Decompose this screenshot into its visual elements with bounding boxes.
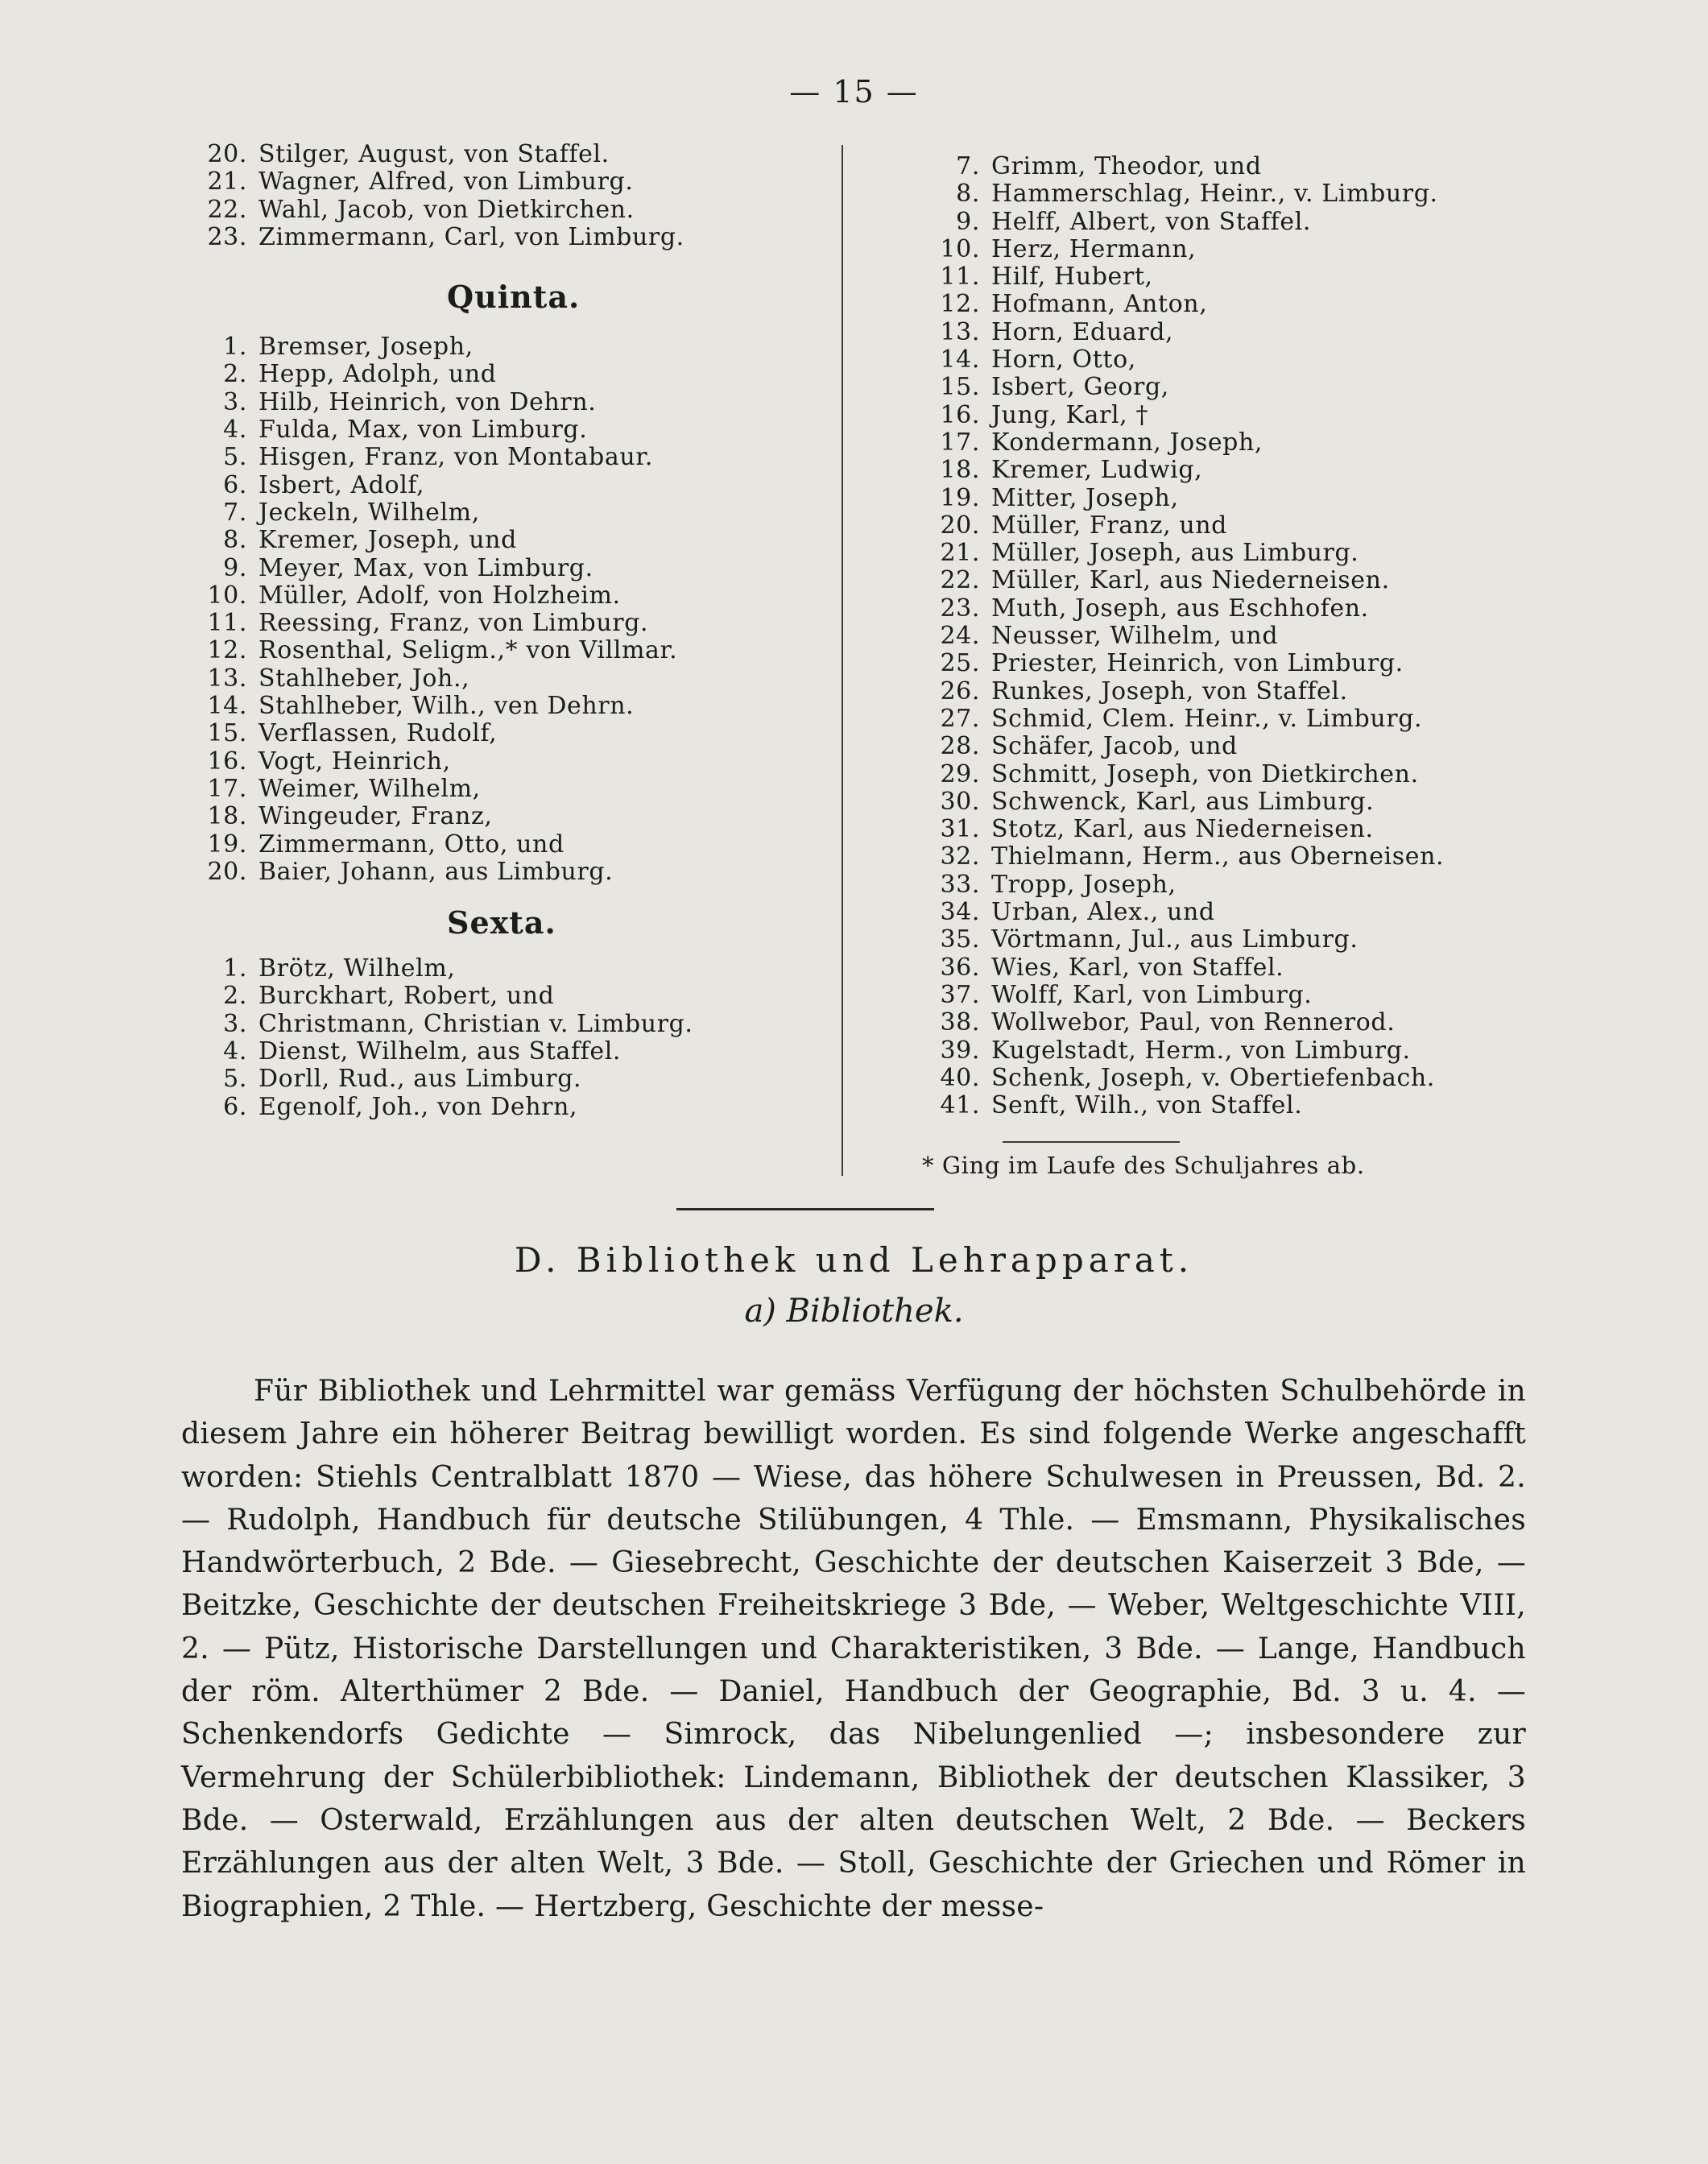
list-item-number: 8. — [956, 180, 980, 209]
list-item — [914, 788, 1574, 816]
list-item-text: Isbert, Georg, — [991, 373, 1169, 402]
list-item-number: 12. — [940, 290, 980, 319]
list-item-number: 22. — [940, 566, 980, 595]
list-item — [181, 1094, 825, 1121]
list-item — [914, 871, 1574, 899]
list-item-number: 39. — [940, 1036, 980, 1065]
list-item-text: Burckhart, Robert, und — [258, 982, 555, 1011]
list-item — [181, 361, 825, 388]
list-item-number: 37. — [940, 980, 980, 1009]
list-item — [181, 168, 825, 196]
list-item-text: Neusser, Wilhelm, und — [991, 622, 1279, 651]
section-heading: D. Bibliothek und Lehrapparat. — [514, 1240, 1194, 1280]
list-item — [914, 1065, 1574, 1092]
list-item-number: 6. — [223, 1092, 247, 1121]
list-item — [181, 472, 825, 499]
list-item — [914, 429, 1574, 457]
list-item — [181, 637, 825, 664]
list-item — [181, 831, 825, 859]
list-item-number: 21. — [207, 168, 247, 197]
list-item-number: 29. — [940, 759, 980, 788]
list-item-number: 14. — [940, 345, 980, 374]
list-item-text: Senft, Wilh., von Staffel. — [991, 1091, 1303, 1120]
list-item-number: 15. — [207, 719, 247, 748]
list-item-number: 4. — [223, 1037, 247, 1066]
column-divider — [842, 145, 843, 1176]
list-item-text: Müller, Karl, aus Niederneisen. — [991, 566, 1390, 595]
list-item-text: Zimmermann, Otto, und — [258, 830, 565, 859]
list-item-text: Wagner, Alfred, von Limburg. — [258, 168, 634, 197]
list-item-text: Stahlheber, Joh., — [258, 664, 470, 693]
list-item — [914, 291, 1574, 318]
list-item — [914, 733, 1574, 760]
list-item-number: 7. — [956, 152, 980, 180]
list-item-number: 34. — [940, 898, 980, 927]
list-item-number: 20. — [207, 857, 247, 886]
list-item-number: 13. — [207, 664, 247, 693]
list-item-number: 6. — [223, 470, 247, 499]
class-list-continuation — [181, 141, 825, 251]
list-item — [914, 346, 1574, 374]
list-item — [914, 843, 1574, 871]
list-item-number: 10. — [940, 234, 980, 263]
list-item-text: Tropp, Joseph, — [991, 870, 1177, 899]
list-item-number: 22. — [207, 195, 247, 224]
section-divider — [676, 1208, 934, 1210]
list-item-text: Hilb, Heinrich, von Dehrn. — [258, 387, 597, 416]
list-item — [914, 650, 1574, 677]
list-item-text: Urban, Alex., und — [991, 898, 1215, 927]
left-column — [181, 141, 825, 1121]
list-item-text: Weimer, Wilhelm, — [258, 774, 481, 803]
list-item-number: 25. — [940, 649, 980, 678]
section-title-sexta: Sexta. — [447, 904, 556, 941]
list-item-text: Thielmann, Herm., aus Oberneisen. — [991, 842, 1445, 871]
list-item-text: Jung, Karl, † — [991, 400, 1149, 429]
list-item — [181, 610, 825, 637]
list-item-number: 9. — [223, 553, 247, 582]
list-item — [181, 720, 825, 747]
list-item-number: 32. — [940, 842, 980, 871]
list-item — [181, 955, 825, 983]
list-item — [181, 803, 825, 830]
list-item — [914, 1092, 1574, 1119]
list-item-text: Zimmermann, Carl, von Limburg. — [258, 222, 684, 251]
list-item-text: Christmann, Christian v. Limburg. — [258, 1009, 693, 1038]
list-item — [914, 678, 1574, 705]
list-item — [181, 776, 825, 803]
list-item-number: 31. — [940, 815, 980, 844]
list-item — [914, 623, 1574, 650]
list-item-text: Meyer, Max, von Limburg. — [258, 553, 593, 582]
list-item — [914, 263, 1574, 291]
list-item-number: 7. — [223, 498, 247, 527]
list-item — [181, 983, 825, 1010]
list-item-text: Dienst, Wilhelm, aus Staffel. — [258, 1037, 622, 1066]
list-item-number: 27. — [940, 704, 980, 733]
list-item-number: 19. — [940, 483, 980, 512]
list-item-number: 8. — [223, 526, 247, 555]
list-item — [914, 1009, 1574, 1036]
list-item — [914, 236, 1574, 263]
list-item-number: 12. — [207, 636, 247, 665]
list-item — [181, 1038, 825, 1065]
list-item — [914, 209, 1574, 236]
list-item — [914, 567, 1574, 594]
list-item-number: 18. — [940, 456, 980, 485]
body-paragraph: Für Bibliothek und Lehrmittel war gemäss Verfügung der höchsten Schulbehörde in diesem Jahre ein höherer Beitrag bewilligt worden. Es sind folgende Werke angeschafft worden: Stiehls Centralblatt 1870 — Wiese, das höhere Schulwesen in Preussen, Bd. 2. — Rudolph, Handbuch für deutsche Stilübungen, 4 Thle. — Emsmann, Physikalisches Handwörterbuch, 2 Bde. — Giesebrecht, Geschichte der deutschen Kaiserzeit 3 Bde, — Beitzke, Geschichte der deutschen Freiheitskriege 3 Bde, — Weber, Weltgeschichte VIII, 2. — Pütz, Historische Darstellungen und Charakteristiken, 3 Bde. — Lange, Handbuch der röm. Alterthümer 2 Bde. — Daniel, Handbuch der Geographie, Bd. 3 u. 4. — Schenkendorfs Gedichte — Simrock, das Nibelungenlied —; insbesondere zur Vermehrung der Schülerbibliothek: Lindemann, Bibliothek der deutschen Klassiker, 3 Bde. — Osterwald, Erzählungen aus der alten deutschen Welt, 2 Bde. — Beckers Erzählungen aus der alten Welt, 3 Bde. — Stoll, Geschichte der Griechen und Römer in Biographien, 2 Thle. — Hertzberg, Geschichte der messe- — [181, 1375, 1526, 1923]
list-item — [914, 485, 1574, 512]
list-item-text: Kremer, Joseph, und — [258, 526, 517, 555]
list-item-text: Grimm, Theodor, und — [991, 152, 1262, 180]
list-item-number: 15. — [940, 373, 980, 402]
list-item-number: 20. — [207, 140, 247, 168]
list-item — [181, 555, 825, 582]
list-item — [914, 540, 1574, 567]
list-item — [914, 705, 1574, 733]
class-list-sexta — [181, 955, 825, 1121]
list-item-text: Wies, Karl, von Staffel. — [991, 953, 1284, 982]
list-item-text: Müller, Adolf, von Holzheim. — [258, 581, 621, 610]
list-item — [914, 457, 1574, 484]
list-item-number: 30. — [940, 787, 980, 816]
list-item-text: Wingeuder, Franz, — [258, 802, 493, 831]
list-item-text: Kugelstadt, Herm., von Limburg. — [991, 1036, 1411, 1065]
list-item — [181, 197, 825, 224]
list-item-text: Dorll, Rud., aus Limburg. — [258, 1065, 582, 1094]
list-item-text: Kremer, Ludwig, — [991, 456, 1203, 485]
list-item-text: Baier, Johann, aus Limburg. — [258, 857, 614, 886]
section-title-quinta: Quinta. — [447, 279, 581, 316]
list-item-text: Hofmann, Anton, — [991, 290, 1208, 319]
list-item-number: 5. — [223, 443, 247, 472]
list-item-text: Muth, Joseph, aus Eschhofen. — [991, 594, 1369, 623]
list-item-number: 2. — [223, 360, 247, 389]
list-item-number: 21. — [940, 539, 980, 568]
list-item — [914, 816, 1574, 843]
list-item-text: Schwenck, Karl, aus Limburg. — [991, 787, 1375, 816]
list-item — [914, 402, 1574, 429]
list-item — [181, 582, 825, 610]
list-item — [181, 389, 825, 416]
list-item-number: 1. — [223, 333, 247, 362]
list-item-text: Vörtmann, Jul., aus Limburg. — [991, 925, 1359, 954]
list-item-number: 19. — [207, 830, 247, 859]
list-item-number: 11. — [207, 609, 247, 638]
list-item-number: 11. — [940, 263, 980, 292]
list-item — [181, 859, 825, 886]
footnote: * Ging im Laufe des Schuljahres ab. — [922, 1152, 1365, 1179]
list-item-number: 36. — [940, 953, 980, 982]
list-item-number: 9. — [956, 207, 980, 236]
list-item-number: 26. — [940, 677, 980, 705]
list-item — [181, 693, 825, 720]
list-item — [181, 499, 825, 527]
list-item-number: 38. — [940, 1008, 980, 1037]
list-item-text: Fulda, Max, von Limburg. — [258, 416, 588, 445]
list-item-text: Egenolf, Joh., von Dehrn, — [258, 1092, 578, 1121]
list-item-text: Helff, Albert, von Staffel. — [991, 207, 1312, 236]
list-item — [914, 512, 1574, 540]
list-item-number: 13. — [940, 317, 980, 346]
list-item-number: 2. — [223, 982, 247, 1011]
list-item-number: 23. — [940, 594, 980, 623]
list-item-text: Hepp, Adolph, und — [258, 360, 497, 389]
list-item — [914, 954, 1574, 982]
list-item — [914, 899, 1574, 926]
list-item — [181, 224, 825, 251]
list-item-text: Herz, Hermann, — [991, 234, 1197, 263]
list-item-number: 10. — [207, 581, 247, 610]
list-item — [181, 333, 825, 361]
list-item — [181, 665, 825, 693]
list-item-number: 35. — [940, 925, 980, 954]
list-item-number: 16. — [207, 747, 247, 776]
list-item — [914, 926, 1574, 954]
list-item-text: Runkes, Joseph, von Staffel. — [991, 677, 1348, 705]
list-item-text: Vogt, Heinrich, — [258, 747, 451, 776]
class-list-quinta — [181, 333, 825, 886]
list-item — [181, 416, 825, 444]
list-item-number: 20. — [940, 511, 980, 540]
list-item — [181, 444, 825, 471]
list-item — [914, 153, 1574, 180]
list-item-number: 5. — [223, 1065, 247, 1094]
list-item-text: Hilf, Hubert, — [991, 263, 1153, 292]
list-item — [181, 527, 825, 554]
list-item-text: Mitter, Joseph, — [991, 483, 1179, 512]
list-item — [914, 319, 1574, 346]
footnote-rule — [1003, 1141, 1180, 1143]
list-item-text: Isbert, Adolf, — [258, 470, 425, 499]
list-item-number: 14. — [207, 692, 247, 721]
list-item-number: 18. — [207, 802, 247, 831]
list-item — [914, 595, 1574, 623]
list-item-text: Müller, Joseph, aus Limburg. — [991, 539, 1359, 568]
list-item-number: 24. — [940, 622, 980, 651]
list-item-number: 41. — [940, 1091, 980, 1120]
list-item-text: Wahl, Jacob, von Dietkirchen. — [258, 195, 635, 224]
list-item — [181, 141, 825, 168]
list-item-text: Stahlheber, Wilh., ven Dehrn. — [258, 692, 635, 721]
list-item-text: Hisgen, Franz, von Montabaur. — [258, 443, 654, 472]
section-subheading: a) Bibliothek. — [744, 1293, 964, 1330]
list-item-text: Priester, Heinrich, von Limburg. — [991, 649, 1404, 678]
list-item-number: 4. — [223, 416, 247, 445]
list-item-number: 16. — [940, 400, 980, 429]
list-item-number: 1. — [223, 954, 247, 983]
list-item — [914, 1037, 1574, 1065]
list-item-text: Müller, Franz, und — [991, 511, 1227, 540]
list-item-text: Hammerschlag, Heinr., v. Limburg. — [991, 180, 1438, 209]
list-item-text: Wolff, Karl, von Limburg. — [991, 980, 1313, 1009]
list-item-number: 40. — [940, 1063, 980, 1092]
list-item-text: Stotz, Karl, aus Niederneisen. — [991, 815, 1374, 844]
list-item-text: Verflassen, Rudolf, — [258, 719, 498, 748]
list-item-number: 23. — [207, 222, 247, 251]
list-item-text: Schäfer, Jacob, und — [991, 732, 1238, 761]
list-item-text: Schenk, Joseph, v. Obertiefenbach. — [991, 1063, 1435, 1092]
list-item-text: Jeckeln, Wilhelm, — [258, 498, 480, 527]
list-item-text: Horn, Eduard, — [991, 317, 1174, 346]
list-item — [914, 374, 1574, 401]
list-item-text: Reessing, Franz, von Limburg. — [258, 609, 649, 638]
list-item — [914, 982, 1574, 1009]
list-item-number: 3. — [223, 387, 247, 416]
list-item-text: Brötz, Wilhelm, — [258, 954, 456, 983]
list-item-text: Rosenthal, Seligm.,* von Villmar. — [258, 636, 678, 665]
list-item — [181, 1065, 825, 1093]
list-item-text: Kondermann, Joseph, — [991, 428, 1263, 457]
list-item-text: Wollwebor, Paul, von Rennerod. — [991, 1008, 1396, 1037]
list-item-text: Schmitt, Joseph, von Dietkirchen. — [991, 759, 1419, 788]
list-item — [914, 761, 1574, 788]
list-item-text: Bremser, Joseph, — [258, 333, 474, 362]
list-item-number: 17. — [940, 428, 980, 457]
list-item — [181, 748, 825, 776]
list-item-text: Stilger, August, von Staffel. — [258, 140, 610, 168]
list-item-number: 17. — [207, 774, 247, 803]
list-item-text: Schmid, Clem. Heinr., v. Limburg. — [991, 704, 1423, 733]
list-item — [914, 180, 1574, 208]
list-item-number: 33. — [940, 870, 980, 899]
page-number: — 15 — — [789, 74, 919, 110]
list-item-number: 28. — [940, 732, 980, 761]
right-column — [914, 153, 1574, 1119]
class-list-sexta-continued — [914, 153, 1574, 1119]
list-item — [181, 1011, 825, 1038]
list-item-number: 3. — [223, 1009, 247, 1038]
list-item-text: Horn, Otto, — [991, 345, 1136, 374]
